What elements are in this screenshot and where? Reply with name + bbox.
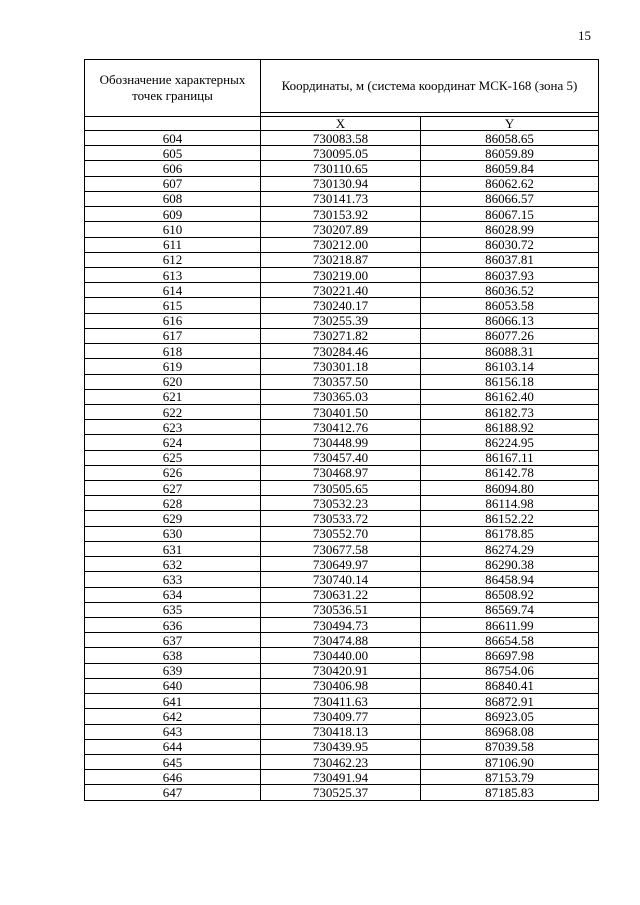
point-number-cell: 632 — [85, 557, 261, 572]
table-row — [85, 252, 599, 267]
x-coordinate-cell: 730532.23 — [261, 496, 421, 511]
point-number-cell: 608 — [85, 191, 261, 206]
point-number-cell: 625 — [85, 450, 261, 465]
x-coordinate-cell: 730494.73 — [261, 618, 421, 633]
table-row — [85, 709, 599, 724]
x-coordinate-cell: 730462.23 — [261, 754, 421, 769]
table-row — [85, 541, 599, 556]
point-number-cell: 623 — [85, 420, 261, 435]
y-coordinate-cell: 86156.18 — [421, 374, 599, 389]
y-coordinate-cell: 86037.93 — [421, 267, 599, 282]
table-row — [85, 481, 599, 496]
y-coordinate-cell: 86030.72 — [421, 237, 599, 252]
x-coordinate-cell: 730406.98 — [261, 678, 421, 693]
point-number-cell: 631 — [85, 541, 261, 556]
point-number-cell: 644 — [85, 739, 261, 754]
table-row — [85, 344, 599, 359]
point-number-cell: 604 — [85, 131, 261, 146]
header-x: X — [261, 117, 421, 131]
table-row — [85, 785, 599, 800]
x-coordinate-cell: 730474.88 — [261, 633, 421, 648]
table-row — [85, 283, 599, 298]
y-coordinate-cell: 86152.22 — [421, 511, 599, 526]
table-row — [85, 663, 599, 678]
x-coordinate-cell: 730095.05 — [261, 146, 421, 161]
table-row — [85, 237, 599, 252]
table-row — [85, 587, 599, 602]
x-coordinate-cell: 730218.87 — [261, 252, 421, 267]
y-coordinate-cell: 86059.89 — [421, 146, 599, 161]
point-number-cell: 626 — [85, 465, 261, 480]
point-number-cell: 638 — [85, 648, 261, 663]
y-coordinate-cell: 86053.58 — [421, 298, 599, 313]
point-number-cell: 617 — [85, 328, 261, 343]
point-number-cell: 642 — [85, 709, 261, 724]
x-coordinate-cell: 730677.58 — [261, 541, 421, 556]
x-coordinate-cell: 730153.92 — [261, 207, 421, 222]
table-row — [85, 328, 599, 343]
point-number-cell: 641 — [85, 694, 261, 709]
y-coordinate-cell: 86028.99 — [421, 222, 599, 237]
point-number-cell: 627 — [85, 481, 261, 496]
x-coordinate-cell: 730207.89 — [261, 222, 421, 237]
x-coordinate-cell: 730130.94 — [261, 176, 421, 191]
table-row — [85, 496, 599, 511]
x-coordinate-cell: 730411.63 — [261, 694, 421, 709]
x-coordinate-cell: 730365.03 — [261, 389, 421, 404]
y-coordinate-cell: 86188.92 — [421, 420, 599, 435]
x-coordinate-cell: 730440.00 — [261, 648, 421, 663]
table-row — [85, 572, 599, 587]
y-coordinate-cell: 86840.41 — [421, 678, 599, 693]
point-number-cell: 634 — [85, 587, 261, 602]
point-number-cell: 643 — [85, 724, 261, 739]
table-row — [85, 404, 599, 419]
x-coordinate-cell: 730212.00 — [261, 237, 421, 252]
x-coordinate-cell: 730271.82 — [261, 328, 421, 343]
table-row — [85, 420, 599, 435]
x-coordinate-cell: 730505.65 — [261, 481, 421, 496]
x-coordinate-cell: 730420.91 — [261, 663, 421, 678]
y-coordinate-cell: 87185.83 — [421, 785, 599, 800]
table-row — [85, 678, 599, 693]
x-coordinate-cell: 730255.39 — [261, 313, 421, 328]
header-point-designation: Обозначение характерных точек границы — [85, 60, 261, 117]
x-coordinate-cell: 730401.50 — [261, 404, 421, 419]
y-coordinate-cell: 86094.80 — [421, 481, 599, 496]
y-coordinate-cell: 86162.40 — [421, 389, 599, 404]
x-coordinate-cell: 730457.40 — [261, 450, 421, 465]
table-row — [85, 161, 599, 176]
table-row — [85, 222, 599, 237]
x-coordinate-cell: 730631.22 — [261, 587, 421, 602]
point-number-cell: 621 — [85, 389, 261, 404]
header-coordinates: Координаты, м (система координат МСК-168 (зона 5) — [261, 60, 599, 113]
header-y: Y — [421, 117, 599, 131]
table-row — [85, 511, 599, 526]
point-number-cell: 624 — [85, 435, 261, 450]
y-coordinate-cell: 86103.14 — [421, 359, 599, 374]
point-number-cell: 618 — [85, 344, 261, 359]
point-number-cell: 606 — [85, 161, 261, 176]
point-number-cell: 639 — [85, 663, 261, 678]
point-number-cell: 622 — [85, 404, 261, 419]
y-coordinate-cell: 86066.13 — [421, 313, 599, 328]
y-coordinate-cell: 86114.98 — [421, 496, 599, 511]
point-number-cell: 630 — [85, 526, 261, 541]
table-row — [85, 648, 599, 663]
y-coordinate-cell: 86458.94 — [421, 572, 599, 587]
table-row — [85, 450, 599, 465]
point-number-cell: 620 — [85, 374, 261, 389]
point-number-cell: 619 — [85, 359, 261, 374]
x-coordinate-cell: 730439.95 — [261, 739, 421, 754]
page-number: 15 — [578, 28, 591, 43]
point-number-cell: 636 — [85, 618, 261, 633]
x-coordinate-cell: 730301.18 — [261, 359, 421, 374]
x-coordinate-cell: 730409.77 — [261, 709, 421, 724]
point-number-cell: 645 — [85, 754, 261, 769]
x-coordinate-cell: 730221.40 — [261, 283, 421, 298]
x-coordinate-cell: 730649.97 — [261, 557, 421, 572]
y-coordinate-cell: 86611.99 — [421, 618, 599, 633]
table-row — [85, 557, 599, 572]
table-row — [85, 207, 599, 222]
table-body — [85, 131, 599, 801]
table-row — [85, 298, 599, 313]
point-number-cell: 613 — [85, 267, 261, 282]
y-coordinate-cell: 86167.11 — [421, 450, 599, 465]
y-coordinate-cell: 86182.73 — [421, 404, 599, 419]
x-coordinate-cell: 730468.97 — [261, 465, 421, 480]
y-coordinate-cell: 86274.29 — [421, 541, 599, 556]
table-row — [85, 724, 599, 739]
table-row — [85, 754, 599, 769]
y-coordinate-cell: 86062.62 — [421, 176, 599, 191]
x-coordinate-cell: 730357.50 — [261, 374, 421, 389]
table-row — [85, 313, 599, 328]
table-row — [85, 633, 599, 648]
y-coordinate-cell: 86654.58 — [421, 633, 599, 648]
y-coordinate-cell: 86178.85 — [421, 526, 599, 541]
x-coordinate-cell: 730536.51 — [261, 602, 421, 617]
y-coordinate-cell: 86754.06 — [421, 663, 599, 678]
y-coordinate-cell: 86224.95 — [421, 435, 599, 450]
table-row — [85, 359, 599, 374]
header-spacer-left — [85, 117, 261, 131]
point-number-cell: 628 — [85, 496, 261, 511]
table-row — [85, 602, 599, 617]
x-coordinate-cell: 730491.94 — [261, 770, 421, 785]
x-coordinate-cell: 730240.17 — [261, 298, 421, 313]
y-coordinate-cell: 86923.05 — [421, 709, 599, 724]
y-coordinate-cell: 87153.79 — [421, 770, 599, 785]
y-coordinate-cell: 87039.58 — [421, 739, 599, 754]
y-coordinate-cell: 86142.78 — [421, 465, 599, 480]
y-coordinate-cell: 87106.90 — [421, 754, 599, 769]
y-coordinate-cell: 86036.52 — [421, 283, 599, 298]
point-number-cell: 609 — [85, 207, 261, 222]
y-coordinate-cell: 86058.65 — [421, 131, 599, 146]
x-coordinate-cell: 730740.14 — [261, 572, 421, 587]
point-number-cell: 610 — [85, 222, 261, 237]
table-row — [85, 389, 599, 404]
x-coordinate-cell: 730284.46 — [261, 344, 421, 359]
point-number-cell: 646 — [85, 770, 261, 785]
table-row — [85, 770, 599, 785]
table-row — [85, 176, 599, 191]
y-coordinate-cell: 86059.84 — [421, 161, 599, 176]
x-coordinate-cell: 730552.70 — [261, 526, 421, 541]
x-coordinate-cell: 730110.65 — [261, 161, 421, 176]
table-row — [85, 694, 599, 709]
table-row — [85, 465, 599, 480]
table-row — [85, 131, 599, 146]
table-row — [85, 191, 599, 206]
point-number-cell: 633 — [85, 572, 261, 587]
coordinates-table — [84, 59, 599, 801]
y-coordinate-cell: 86077.26 — [421, 328, 599, 343]
x-coordinate-cell: 730525.37 — [261, 785, 421, 800]
table-row — [85, 739, 599, 754]
y-coordinate-cell: 86067.15 — [421, 207, 599, 222]
x-coordinate-cell: 730448.99 — [261, 435, 421, 450]
y-coordinate-cell: 86697.98 — [421, 648, 599, 663]
point-number-cell: 605 — [85, 146, 261, 161]
y-coordinate-cell: 86290.38 — [421, 557, 599, 572]
table-row — [85, 435, 599, 450]
y-coordinate-cell: 86968.08 — [421, 724, 599, 739]
table-row — [85, 618, 599, 633]
y-coordinate-cell: 86508.92 — [421, 587, 599, 602]
table-row — [85, 146, 599, 161]
x-coordinate-cell: 730533.72 — [261, 511, 421, 526]
y-coordinate-cell: 86569.74 — [421, 602, 599, 617]
point-number-cell: 611 — [85, 237, 261, 252]
x-coordinate-cell: 730418.13 — [261, 724, 421, 739]
x-coordinate-cell: 730141.73 — [261, 191, 421, 206]
point-number-cell: 607 — [85, 176, 261, 191]
x-coordinate-cell: 730219.00 — [261, 267, 421, 282]
y-coordinate-cell: 86872.91 — [421, 694, 599, 709]
table-row — [85, 374, 599, 389]
point-number-cell: 635 — [85, 602, 261, 617]
x-coordinate-cell: 730412.76 — [261, 420, 421, 435]
table-row — [85, 267, 599, 282]
y-coordinate-cell: 86066.57 — [421, 191, 599, 206]
point-number-cell: 640 — [85, 678, 261, 693]
y-coordinate-cell: 86037.81 — [421, 252, 599, 267]
point-number-cell: 616 — [85, 313, 261, 328]
y-coordinate-cell: 86088.31 — [421, 344, 599, 359]
point-number-cell: 615 — [85, 298, 261, 313]
x-coordinate-cell: 730083.58 — [261, 131, 421, 146]
point-number-cell: 637 — [85, 633, 261, 648]
table-row — [85, 526, 599, 541]
point-number-cell: 612 — [85, 252, 261, 267]
point-number-cell: 629 — [85, 511, 261, 526]
point-number-cell: 614 — [85, 283, 261, 298]
point-number-cell: 647 — [85, 785, 261, 800]
